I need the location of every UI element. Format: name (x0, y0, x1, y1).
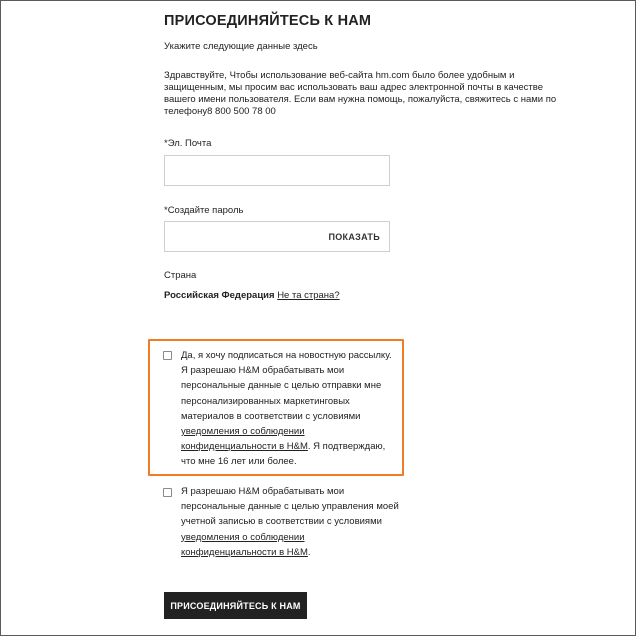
newsletter-consent-text-before: Да, я хочу подписаться на новостную рассылку. Я разрешаю H&M обрабатывать мои персональные данные с целью отправки мне персонализированных маркетинговых материалов в соответствии с условиями (181, 350, 392, 422)
email-field-box (164, 155, 390, 186)
password-field-box (164, 221, 390, 252)
country-row (164, 290, 340, 301)
account-consent-checkbox[interactable] (163, 488, 172, 497)
change-country-link[interactable]: Не та страна? (277, 290, 340, 301)
form-subtitle: Укажите следующие данные здесь (164, 41, 318, 52)
page-title: ПРИСОЕДИНЯЙТЕСЬ К НАМ (164, 13, 372, 29)
password-field[interactable] (165, 222, 315, 251)
account-consent-text (181, 484, 399, 560)
account-consent-text-after: . (307, 546, 311, 558)
email-field[interactable] (165, 156, 389, 185)
join-submit-button[interactable]: ПРИСОЕДИНЯЙТЕСЬ К НАМ (164, 592, 307, 619)
account-consent-text-before: Я разрешаю H&M обрабатывать мои персональные данные с целью управления моей учетной записью в соответствии с условиями (181, 486, 399, 528)
newsletter-checkbox[interactable] (163, 351, 172, 360)
newsletter-consent-text-after: . Я подтверждаю, что мне 16 лет или более. (181, 441, 386, 468)
show-password-button[interactable]: ПОКАЗАТЬ (328, 232, 380, 242)
country-value: Российская Федерация (164, 290, 275, 301)
password-label: *Создайте пароль (164, 205, 244, 216)
newsletter-privacy-link[interactable]: уведомления о соблюдении конфиденциальности в H&M (181, 426, 308, 453)
newsletter-consent-text (181, 348, 399, 470)
country-label: Страна (164, 270, 197, 281)
account-privacy-link[interactable]: уведомления о соблюдении конфиденциальности в H&M (181, 531, 308, 558)
email-label: *Эл. Почта (164, 138, 212, 149)
intro-text: Здравствуйте, Чтобы использование веб-сайта hm.com было более удобным и защищенным, мы просим вас использовать ваш адрес электронной почты в качестве вашего имени пользователя. Если вам нужна помощь, пожалуйста, свяжитесь с нами по телефону8 800 500 78 00 (164, 70, 557, 117)
